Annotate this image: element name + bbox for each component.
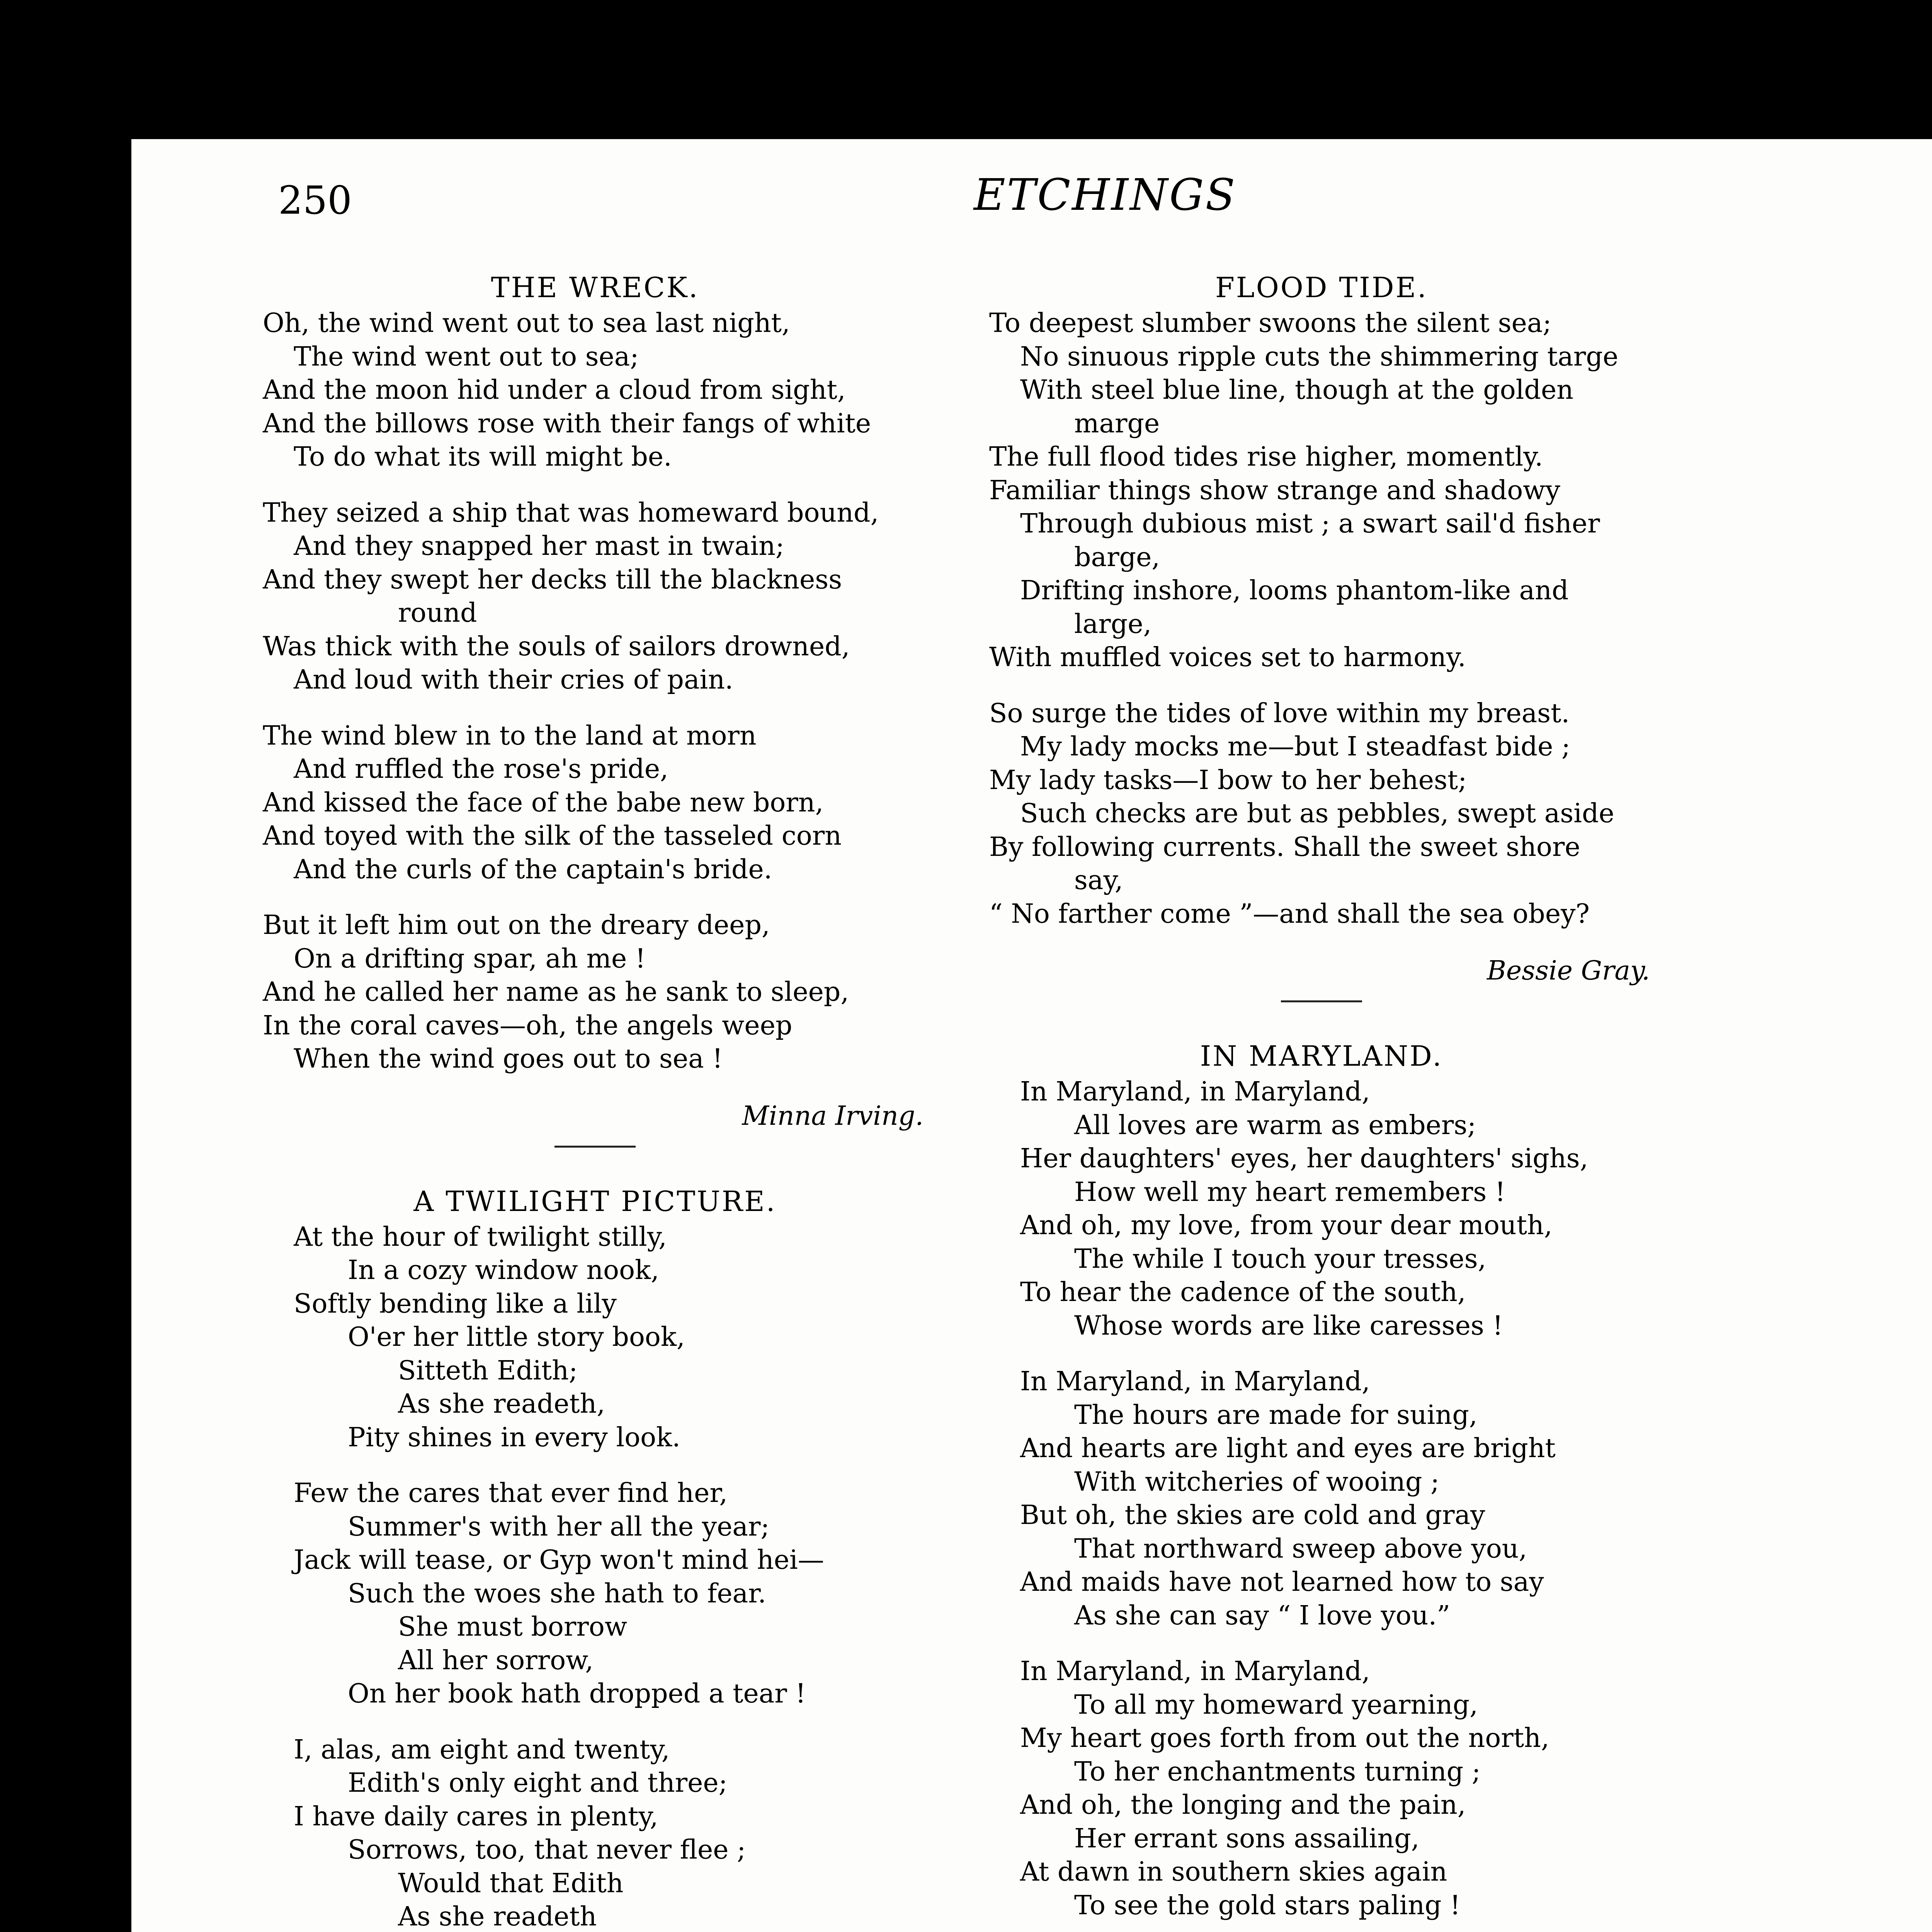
verse-line: On her book hath dropped a tear ! bbox=[348, 1679, 806, 1709]
verse-line: No sinuous ripple cuts the shimmering targe bbox=[1020, 341, 1619, 372]
stanza bbox=[263, 719, 927, 887]
verse-line: That northward sweep above you, bbox=[1074, 1533, 1527, 1564]
verse-line: My heart goes forth from out the north, bbox=[1020, 1723, 1549, 1753]
verse-line: Such the woes she hath to fear. bbox=[348, 1578, 766, 1609]
verse-line: At the hour of twilight stilly, bbox=[294, 1221, 667, 1252]
verse-line: How well my heart remembers ! bbox=[1074, 1177, 1506, 1208]
verse-line: And ruffled the rose's pride, bbox=[294, 754, 668, 784]
verse-line: With steel blue line, though at the golden bbox=[1020, 375, 1573, 405]
verse-line: The while I touch your tresses, bbox=[1074, 1243, 1486, 1274]
stanza bbox=[989, 1365, 1654, 1633]
verse-line: And toyed with the silk of the tasseled corn bbox=[263, 821, 842, 851]
verse-line: As she readeth bbox=[398, 1901, 597, 1932]
stanza bbox=[989, 307, 1654, 675]
verse-line: My lady mocks me—but I steadfast bide ; bbox=[1020, 731, 1570, 762]
verse-line: Edith's only eight and three; bbox=[348, 1768, 728, 1798]
verse-line: On a drifting spar, ah me ! bbox=[294, 943, 646, 974]
verse-line: To hear the cadence of the south, bbox=[1020, 1277, 1466, 1308]
verse-line: And oh, the longing and the pain, bbox=[1020, 1790, 1466, 1820]
poem bbox=[989, 270, 1654, 1002]
verse-line: To do what its will might be. bbox=[294, 442, 672, 472]
verse-line: The wind blew in to the land at morn bbox=[263, 720, 757, 751]
verse-line: My lady tasks—I bow to her behest; bbox=[989, 765, 1467, 796]
verse-line: Her errant sons assailing, bbox=[1074, 1823, 1420, 1854]
verse-line: As she readeth, bbox=[398, 1389, 605, 1419]
verse-line: In Maryland, in Maryland, bbox=[1020, 1077, 1370, 1107]
verse-line: Such checks are but as pebbles, swept aside bbox=[1020, 798, 1614, 829]
verse-line: With muffled voices set to harmony. bbox=[989, 642, 1466, 673]
verse-line: Few the cares that ever find her, bbox=[294, 1478, 728, 1509]
right-column bbox=[989, 270, 1654, 1932]
poem bbox=[989, 1039, 1654, 1932]
verse-line: All her sorrow, bbox=[398, 1645, 594, 1676]
verse-line: Familiar things show strange and shadowy bbox=[989, 475, 1560, 506]
verse-line: Sitteth Edith; bbox=[398, 1355, 578, 1386]
stanza bbox=[263, 1733, 927, 1932]
verse-line: And the moon hid under a cloud from sight, bbox=[263, 375, 846, 405]
verse-line: But oh, the skies are cold and gray bbox=[1020, 1500, 1485, 1531]
verse-line: As she can say “ I love you.” bbox=[1074, 1600, 1451, 1631]
poem-title: A TWILIGHT PICTURE. bbox=[413, 1185, 777, 1218]
verse-line: In Maryland, in Maryland, bbox=[1020, 1366, 1370, 1397]
stanza bbox=[989, 697, 1654, 931]
verse-line: By following currents. Shall the sweet shore bbox=[989, 832, 1580, 862]
verse-line: At dawn in southern skies again bbox=[1020, 1857, 1447, 1887]
verse-line: Softly bending like a lily bbox=[294, 1288, 617, 1319]
verse-line: barge, bbox=[1074, 542, 1160, 573]
verse-line: And loud with their cries of pain. bbox=[294, 665, 733, 695]
verse-line: say, bbox=[1074, 865, 1123, 896]
verse-line: Drifting inshore, looms phantom-like and bbox=[1020, 575, 1569, 606]
verse-line: When the wind goes out to sea ! bbox=[294, 1044, 723, 1074]
poem bbox=[263, 270, 927, 1148]
verse-line: I, alas, am eight and twenty, bbox=[294, 1734, 670, 1765]
verse-line: To her enchantments turning ; bbox=[1074, 1756, 1481, 1787]
verse-line: The wind went out to sea; bbox=[294, 341, 639, 372]
verse-line: To deepest slumber swoons the silent sea; bbox=[989, 308, 1552, 338]
stanza bbox=[263, 909, 927, 1076]
page-number: 250 bbox=[278, 178, 352, 223]
verse-line: The hours are made for suing, bbox=[1074, 1400, 1478, 1430]
section-divider bbox=[554, 1146, 636, 1148]
poem-author: Bessie Gray. bbox=[1487, 956, 1650, 986]
verse-line: All loves are warm as embers; bbox=[1074, 1110, 1476, 1141]
stanza bbox=[989, 1655, 1654, 1922]
verse-line: In Maryland, in Maryland, bbox=[1020, 1656, 1370, 1687]
section-divider bbox=[1281, 1000, 1362, 1002]
verse-line: I have daily cares in plenty, bbox=[294, 1801, 658, 1832]
verse-line: Would that Edith bbox=[398, 1868, 624, 1899]
verse-line: They seized a ship that was homeward bound, bbox=[263, 497, 879, 528]
verse-line: Whose words are like caresses ! bbox=[1074, 1310, 1503, 1341]
verse-line: Her daughters' eyes, her daughters' sighs, bbox=[1020, 1143, 1588, 1174]
verse-line: Jack will tease, or Gyp won't mind hei— bbox=[294, 1545, 824, 1575]
verse-line: So surge the tides of love within my breast. bbox=[989, 698, 1570, 729]
verse-line: Through dubious mist ; a swart sail'd fisher bbox=[1020, 509, 1600, 539]
verse-line: marge bbox=[1074, 408, 1160, 439]
verse-line: And they swept her decks till the blackness bbox=[263, 564, 842, 595]
verse-line: But it left him out on the dreary deep, bbox=[263, 910, 770, 940]
verse-line: And kissed the face of the babe new born, bbox=[263, 787, 824, 818]
verse-line: “ No farther come ”—and shall the sea obey? bbox=[989, 898, 1590, 929]
verse-line: And hearts are light and eyes are bright bbox=[1020, 1433, 1556, 1464]
verse-line: And he called her name as he sank to sleep, bbox=[263, 977, 849, 1007]
verse-line: O'er her little story book, bbox=[348, 1322, 685, 1352]
poem-title: THE WRECK. bbox=[491, 271, 699, 304]
verse-line: She must borrow bbox=[398, 1612, 627, 1642]
verse-line: With witcheries of wooing ; bbox=[1074, 1466, 1439, 1497]
verse-line: And maids have not learned how to say bbox=[1020, 1567, 1544, 1597]
verse-line: Was thick with the souls of sailors drowned, bbox=[263, 631, 850, 662]
poem-title: IN MARYLAND. bbox=[1200, 1040, 1443, 1072]
poem-title: FLOOD TIDE. bbox=[1215, 271, 1428, 304]
verse-line: In a cozy window nook, bbox=[348, 1255, 659, 1286]
poem bbox=[263, 1184, 927, 1932]
stanza bbox=[263, 307, 927, 474]
verse-line: The full flood tides rise higher, momently. bbox=[989, 442, 1543, 472]
verse-line: To see the gold stars paling ! bbox=[1074, 1890, 1461, 1921]
verse-line: And the billows rose with their fangs of white bbox=[263, 408, 871, 439]
verse-line: In the coral caves—oh, the angels weep bbox=[263, 1010, 793, 1041]
poem-author: Minna Irving. bbox=[742, 1100, 923, 1131]
verse-line: Oh, the wind went out to sea last night, bbox=[263, 308, 790, 338]
verse-line: round bbox=[398, 598, 477, 628]
verse-line: And they snapped her mast in twain; bbox=[294, 531, 784, 561]
verse-line: And the curls of the captain's bride. bbox=[294, 854, 772, 885]
verse-line: To all my homeward yearning, bbox=[1074, 1689, 1478, 1720]
running-title: ETCHINGS bbox=[974, 170, 1237, 220]
verse-line: Sorrows, too, that never flee ; bbox=[348, 1835, 746, 1865]
verse-line: And oh, my love, from your dear mouth, bbox=[1020, 1210, 1553, 1241]
left-column bbox=[263, 270, 927, 1932]
verse-line: Pity shines in every look. bbox=[348, 1422, 680, 1453]
stanza bbox=[989, 1075, 1654, 1343]
verse-line: large, bbox=[1074, 609, 1152, 639]
stanza bbox=[263, 1221, 927, 1455]
stanza bbox=[263, 1477, 927, 1711]
stanza bbox=[263, 497, 927, 697]
verse-line: Summer's with her all the year; bbox=[348, 1511, 770, 1542]
